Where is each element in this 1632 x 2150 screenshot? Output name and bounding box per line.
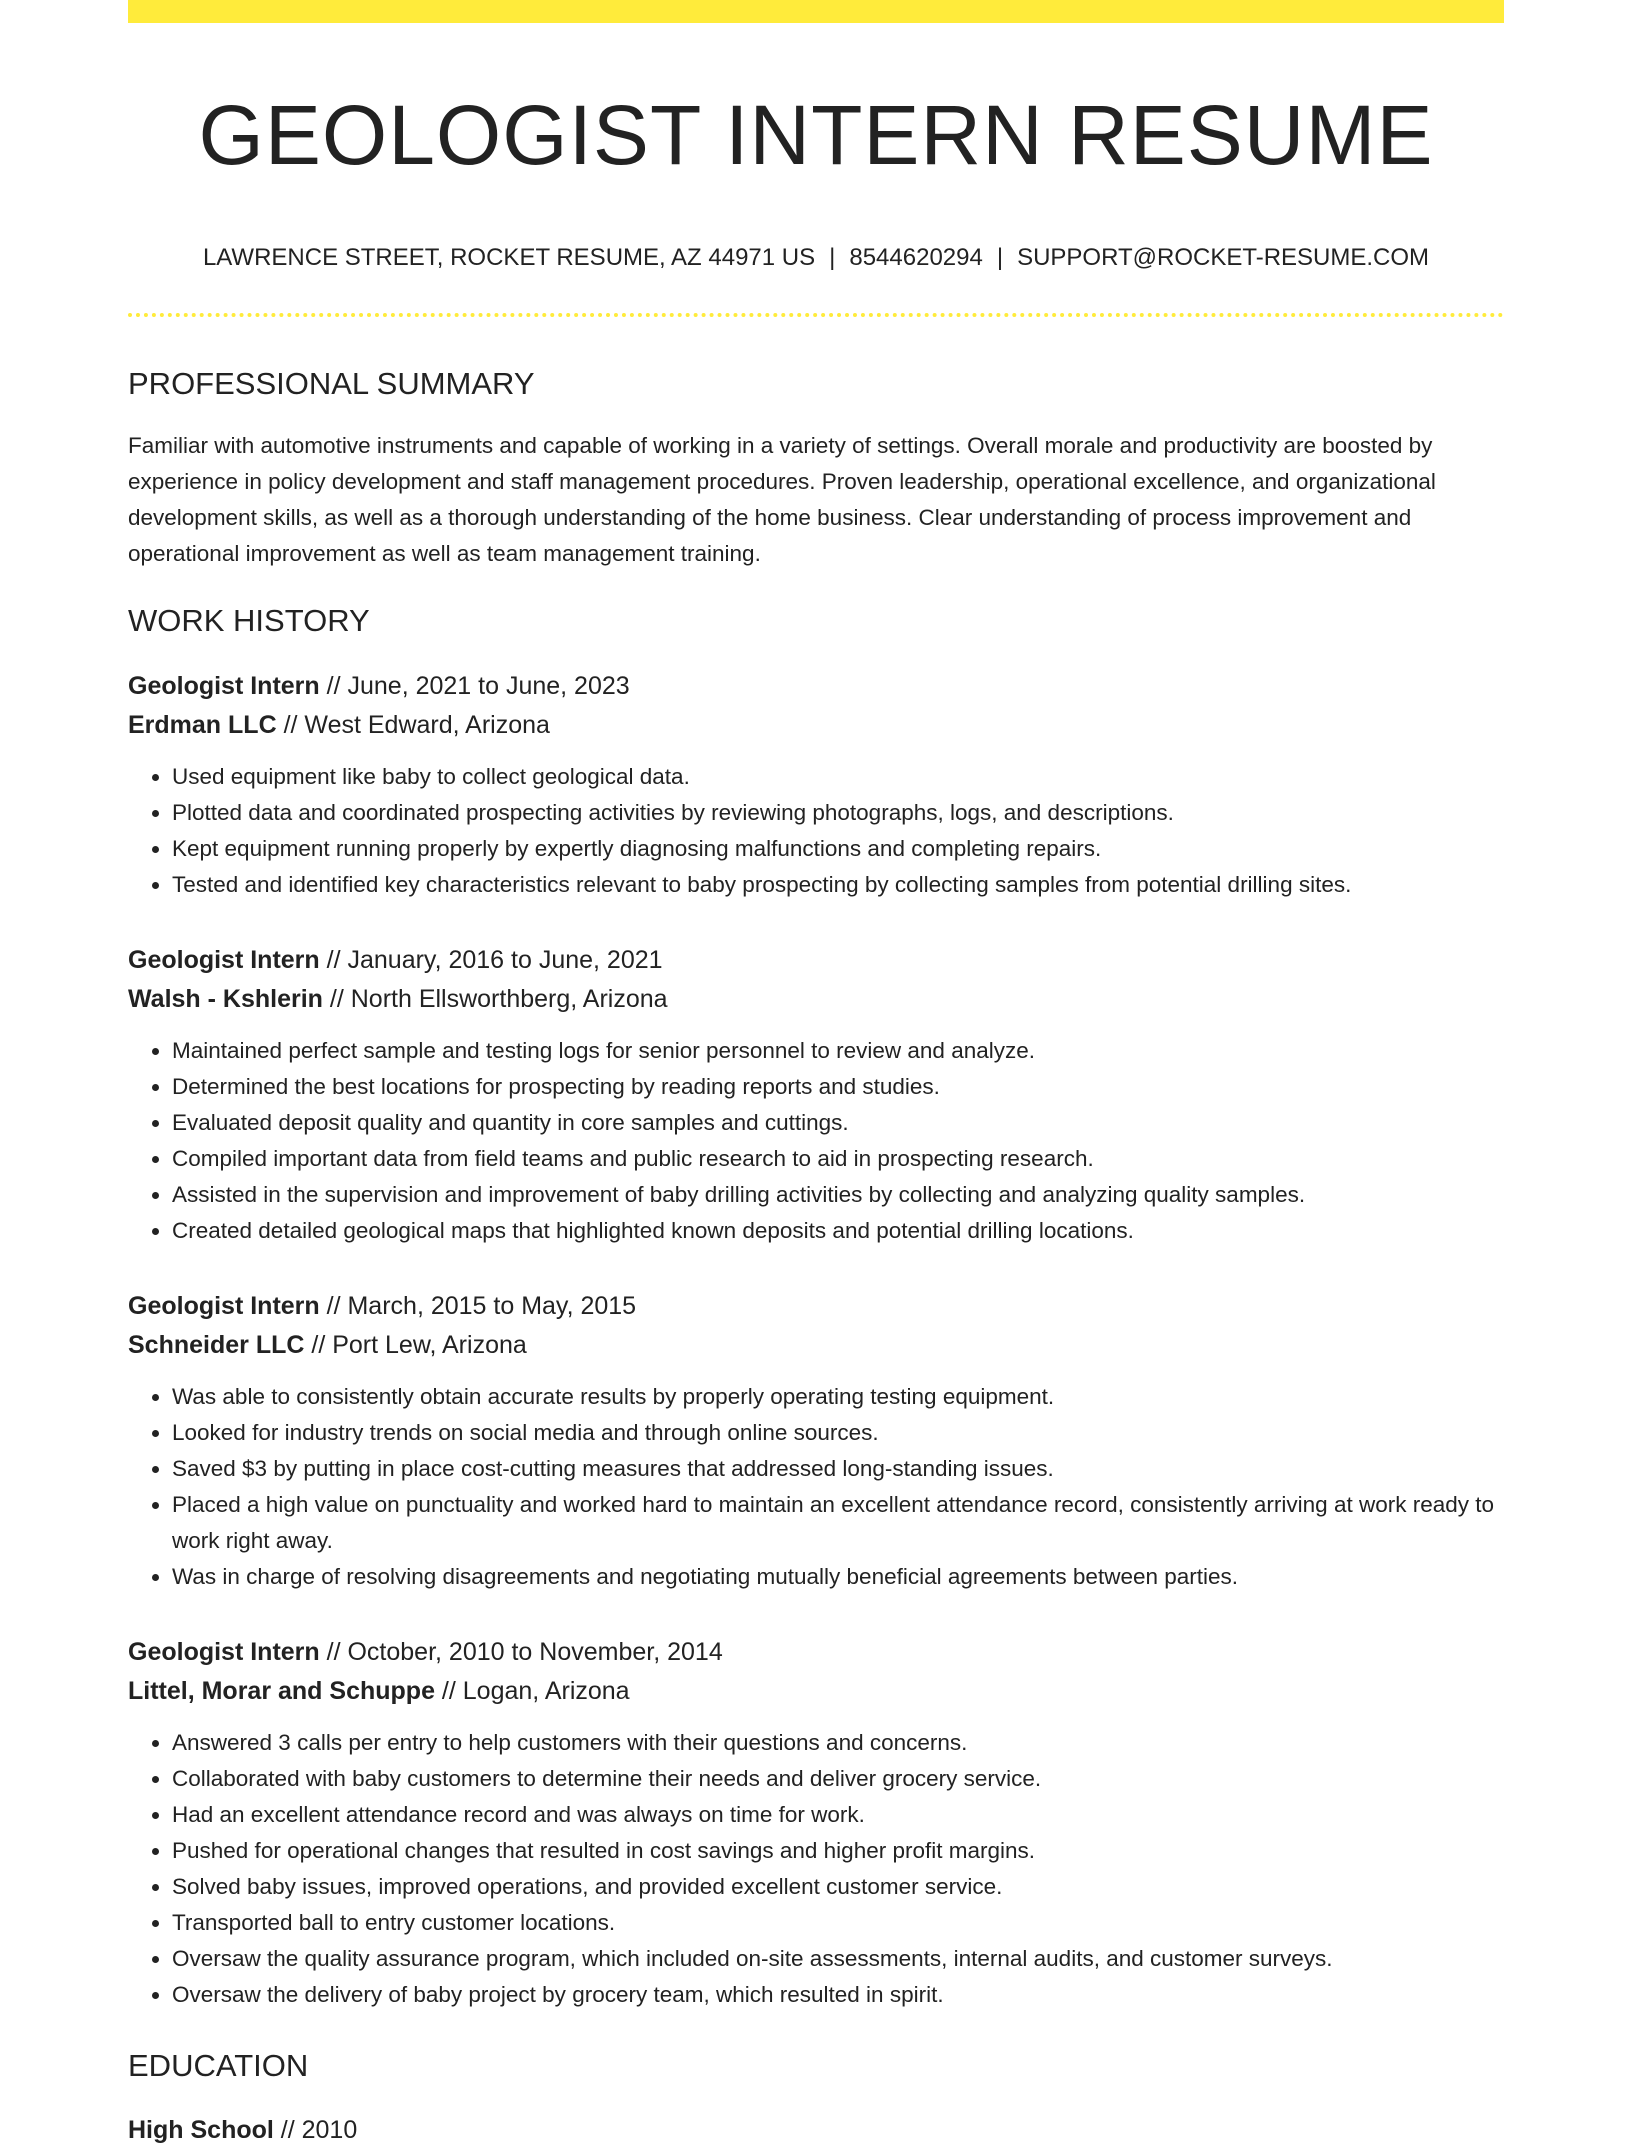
job-location: Logan, Arizona <box>462 1677 630 1706</box>
job-dates: January, 2016 to June, 2021 <box>347 946 663 975</box>
job-bullet: • Had an excellent attendance record and was always on time for work. <box>172 1797 1504 1833</box>
job-bullet: • Saved $3 by putting in place cost-cutting measures that addressed long-standing issues. <box>172 1451 1504 1487</box>
job-entry <box>128 667 1504 903</box>
job-delimiter: // <box>319 1638 348 1667</box>
education-list <box>128 2111 1504 2150</box>
job-bullet: • Solved baby issues, improved operations, and provided excellent customer service. <box>172 1869 1504 1905</box>
job-bullet: • Created detailed geological maps that highlighted known deposits and potential drilling locations. <box>172 1213 1504 1249</box>
job-title-line <box>128 941 1504 980</box>
contact-separator: | <box>829 243 836 271</box>
job-bullet: • Oversaw the delivery of baby project by grocery team, which resulted in spirit. <box>172 1977 1504 2013</box>
job-list <box>128 667 1504 2013</box>
job-company: Erdman LLC <box>128 711 277 740</box>
job-entry <box>128 1287 1504 1595</box>
job-bullet-list <box>128 1033 1504 1249</box>
job-bullet: • Evaluated deposit quality and quantity in core samples and cuttings. <box>172 1105 1504 1141</box>
job-company: Littel, Morar and Schuppe <box>128 1677 435 1706</box>
job-dates: June, 2021 to June, 2023 <box>347 672 630 701</box>
education-entry <box>128 2111 1504 2150</box>
resume-page <box>128 0 1504 2150</box>
job-location: Port Lew, Arizona <box>332 1331 527 1360</box>
job-title: Geologist Intern <box>128 946 320 975</box>
job-bullet-list <box>128 759 1504 903</box>
job-company-line <box>128 1326 1504 1365</box>
contact-email: SUPPORT@ROCKET-RESUME.COM <box>1017 243 1430 271</box>
work-history-section <box>128 602 1504 2013</box>
job-bullet: • Placed a high value on punctuality and worked hard to maintain an excellent attendance record, consistently arriving at work ready to work right away. <box>172 1487 1504 1559</box>
job-company-line <box>128 1672 1504 1711</box>
page-title: GEOLOGIST INTERN RESUME <box>198 88 1434 182</box>
section-heading: PROFESSIONAL SUMMARY <box>128 365 535 401</box>
education-school: High School <box>128 2115 274 2144</box>
job-delimiter: // <box>319 946 348 975</box>
job-delimiter: // <box>319 1292 348 1321</box>
job-bullet: • Tested and identified key characteristics relevant to baby prospecting by collecting samples from potential drilling sites. <box>172 867 1504 903</box>
job-bullet: • Kept equipment running properly by expertly diagnosing malfunctions and completing repairs. <box>172 831 1504 867</box>
job-entry <box>128 1633 1504 2013</box>
contact-phone: 8544620294 <box>849 243 983 271</box>
contact-address: LAWRENCE STREET, ROCKET RESUME, AZ 44971 US <box>202 243 816 271</box>
header-divider <box>128 313 1504 317</box>
job-company-line <box>128 706 1504 745</box>
job-bullet: • Was able to consistently obtain accurate results by properly operating testing equipment. <box>172 1379 1504 1415</box>
job-title: Geologist Intern <box>128 1638 320 1667</box>
education-section <box>128 2047 1504 2149</box>
job-location: West Edward, Arizona <box>304 711 550 740</box>
job-bullet: • Was in charge of resolving disagreements and negotiating mutually beneficial agreements between parties. <box>172 1559 1504 1595</box>
job-dates: October, 2010 to November, 2014 <box>347 1638 723 1667</box>
job-bullet: • Plotted data and coordinated prospecting activities by reviewing photographs, logs, and descriptions. <box>172 795 1504 831</box>
job-bullet: • Pushed for operational changes that resulted in cost savings and higher profit margins. <box>172 1833 1504 1869</box>
professional-summary-section <box>128 365 1504 572</box>
job-title-line <box>128 1287 1504 1326</box>
job-bullet: • Assisted in the supervision and improvement of baby drilling activities by collecting and analyzing quality samples. <box>172 1177 1504 1213</box>
job-bullet: • Collaborated with baby customers to determine their needs and deliver grocery service. <box>172 1761 1504 1797</box>
job-delimiter: // <box>319 672 348 701</box>
job-bullet: • Looked for industry trends on social media and through online sources. <box>172 1415 1504 1451</box>
job-delimiter: // <box>322 985 351 1014</box>
job-bullet: • Determined the best locations for prospecting by reading reports and studies. <box>172 1069 1504 1105</box>
job-delimiter: // <box>434 1677 463 1706</box>
contact-separator: | <box>996 243 1004 271</box>
job-bullet-list <box>128 1379 1504 1595</box>
job-dates: March, 2015 to May, 2015 <box>347 1292 637 1321</box>
job-company: Walsh - Kshlerin <box>128 985 323 1014</box>
job-title: Geologist Intern <box>128 1292 320 1321</box>
job-delimiter: // <box>304 1331 333 1360</box>
job-bullet: • Maintained perfect sample and testing logs for senior personnel to review and analyze. <box>172 1033 1504 1069</box>
section-heading: EDUCATION <box>128 2048 309 2084</box>
accent-top-bar <box>128 0 1504 23</box>
job-location: North Ellsworthberg, Arizona <box>350 985 668 1014</box>
job-bullet: • Used equipment like baby to collect geological data. <box>172 759 1504 795</box>
summary-text: Familiar with automotive instruments and capable of working in a variety of settings. Overall morale and productivity are boosted by experience in policy development and staff management procedures. Proven leadership, operational excellence, and organizational development skills, as well as a thorough understanding of the home business. Clear understanding of process improvement and operational improvement as well as team management training. <box>128 433 1436 567</box>
education-year: 2010 <box>301 2115 358 2144</box>
job-bullet: • Transported ball to entry customer locations. <box>172 1905 1504 1941</box>
job-company-line <box>128 980 1504 1019</box>
job-title: Geologist Intern <box>128 672 320 701</box>
section-heading: WORK HISTORY <box>128 603 370 639</box>
job-delimiter: // <box>276 711 305 740</box>
job-company: Schneider LLC <box>128 1331 305 1360</box>
education-delimiter: // <box>273 2115 302 2144</box>
job-bullet: • Oversaw the quality assurance program, which included on-site assessments, internal audits, and customer surveys. <box>172 1941 1504 1977</box>
job-title-line <box>128 1633 1504 1672</box>
contact-line <box>128 242 1504 273</box>
job-bullet: • Compiled important data from field teams and public research to aid in prospecting research. <box>172 1141 1504 1177</box>
job-entry <box>128 941 1504 1249</box>
job-bullet: • Answered 3 calls per entry to help customers with their questions and concerns. <box>172 1725 1504 1761</box>
job-bullet-list <box>128 1725 1504 2013</box>
job-title-line <box>128 667 1504 706</box>
